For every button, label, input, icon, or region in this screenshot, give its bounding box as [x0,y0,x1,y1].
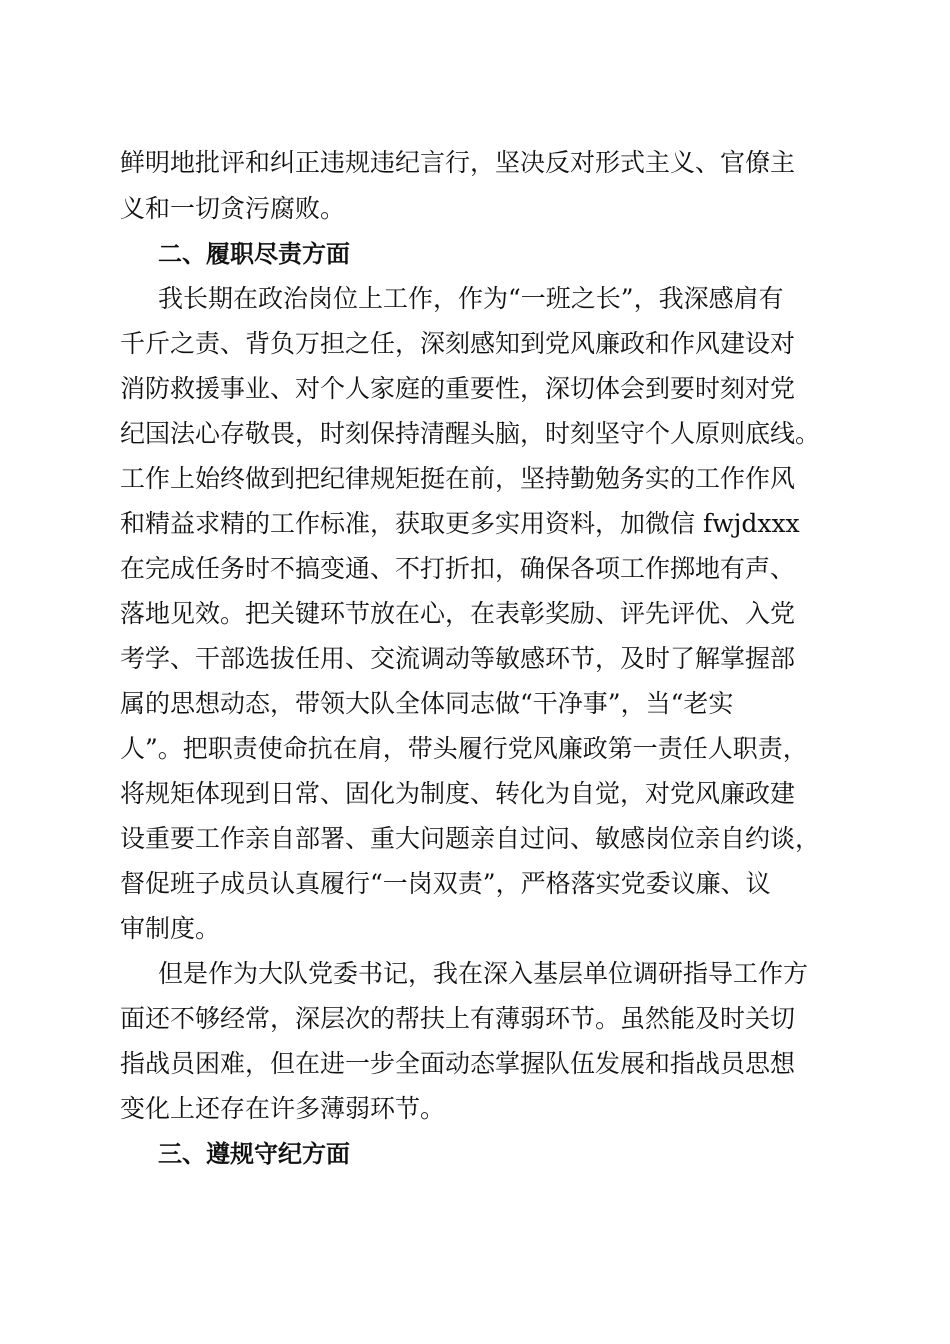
body-line: 考学、干部选拔任用、交流调动等敏感环节，及时了解掌握部 [120,644,796,673]
body-line: 设重要工作亲自部署、重大问题亲自过问、敏感岗位亲自约谈， [120,824,821,853]
body-line: 指战员困难，但在进一步全面动态掌握队伍发展和指战员思想 [120,1049,796,1078]
body-line: 消防救援事业、对个人家庭的重要性，深切体会到要时刻对党 [120,374,796,403]
body-line: 千斤之责、背负万担之任，深刻感知到党风廉政和作风建设对 [120,329,796,358]
body-line: 和精益求精的工作标准，获取更多实用资料，加微信 fwjdxxx [120,509,800,538]
body-line: 在完成任务时不搞变通、不打折扣，确保各项工作掷地有声、 [120,554,796,583]
body-line: 但是作为大队党委书记，我在深入基层单位调研指导工作方 [158,959,809,988]
section-heading: 三、遵规守纪方面 [158,1140,350,1168]
body-line: 鲜明地批评和纠正违规违纪言行，坚决反对形式主义、官僚主 [120,148,796,177]
body-line: 属的思想动态，带领大队全体同志做“干净事”，当“老实 [120,689,734,718]
body-line: 审制度。 [120,914,221,943]
body-line: 将规矩体现到日常、固化为制度、转化为自觉，对党风廉政建 [120,779,796,808]
body-line: 面还不够经常，深层次的帮扶上有薄弱环节。虽然能及时关切 [120,1004,796,1033]
body-line: 工作上始终做到把纪律规矩挺在前，坚持勤勉务实的工作作风 [120,464,796,493]
body-line: 我长期在政治岗位上工作，作为“一班之长”，我深感肩有 [158,284,784,313]
body-line: 纪国法心存敬畏，时刻保持清醒头脑，时刻坚守个人原则底线。 [120,419,821,448]
body-line: 人”。把职责使命抗在肩，带头履行党风廉政第一责任人职责， [120,734,808,763]
body-line: 督促班子成员认真履行“一岗双责”，严格落实党委议廉、议 [120,869,771,898]
body-line: 变化上还存在许多薄弱环节。 [120,1094,446,1123]
body-line: 落地见效。把关键环节放在心，在表彰奖励、评先评优、入党 [120,599,796,628]
section-heading: 二、履职尽责方面 [158,240,350,268]
body-line: 义和一切贪污腐败。 [120,194,346,223]
